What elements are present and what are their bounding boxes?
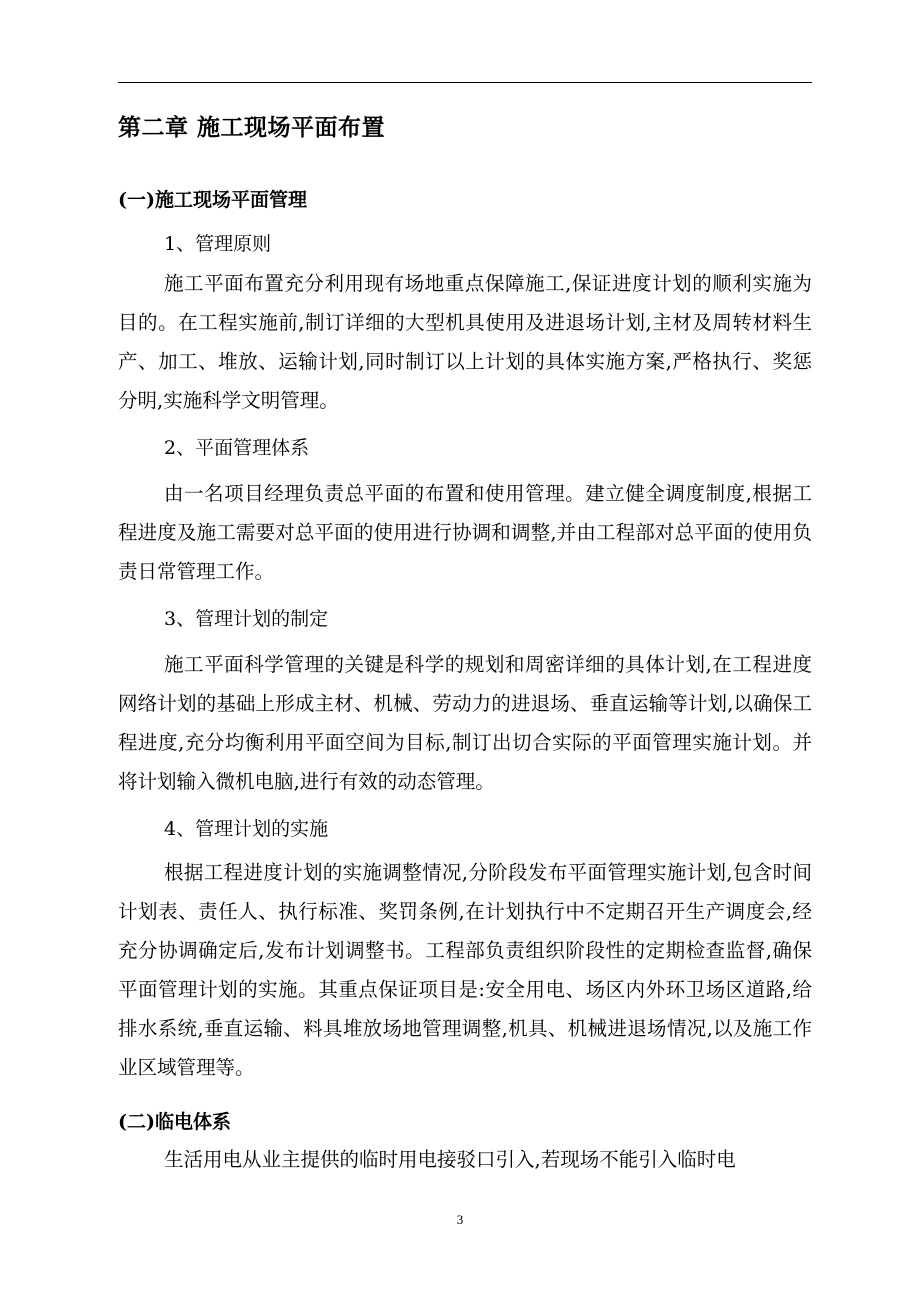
- paragraph-plan-formulation: 施工平面科学管理的关键是科学的规划和周密详细的具体计划,在工程进度网络计划的基础上形成主材、机械、劳动力的进退场、垂直运输等计划,以确保工程进度,充分均衡利用平面空间为目标,制订出切合实际的平面管理实施计划。并将计划输入微机电脑,进行有效的动态管理。: [118, 653, 812, 793]
- chapter-title: 第二章 施工现场平面布置: [118, 114, 386, 141]
- subsection-heading-1: 1、管理原则: [164, 233, 272, 255]
- subsection-heading-3: 3、管理计划的制定: [164, 608, 329, 630]
- paragraph-plan-implementation: 根据工程进度计划的实施调整情况,分阶段发布平面管理实施计划,包含时间计划表、责任人、执行标准、奖罚条例,在计划执行中不定期召开生产调度会,经充分协调确定后,发布计划调整书。工程部负责组织阶段性的定期检查监督,确保平面管理计划的实施。其重点保证项目是:安全用电、场区内外环卫场区道路,给排水系统,垂直运输、料具堆放场地管理调整,机具、机械进退场情况,以及施工作业区域管理等。: [118, 861, 812, 1079]
- paragraph-management-system: 由一名项目经理负责总平面的布置和使用管理。建立健全调度制度,根据工程进度及施工需要对总平面的使用进行协调和调整,并由工程部对总平面的使用负责日常管理工作。: [118, 482, 812, 583]
- header-rule: [118, 82, 812, 83]
- subsection-heading-2: 2、平面管理体系: [164, 437, 310, 459]
- section-heading-1: (一)施工现场平面管理: [118, 189, 307, 211]
- paragraph-management-principle: 施工平面布置充分利用现有场地重点保障施工,保证进度计划的顺利实施为目的。在工程实施前,制订详细的大型机具使用及进退场计划,主材及周转材料生产、加工、堆放、运输计划,同时制订以上计划的具体实施方案,严格执行、奖惩分明,实施科学文明管理。: [118, 272, 812, 412]
- paragraph-temporary-power: 生活用电从业主提供的临时用电接驳口引入,若现场不能引入临时电: [164, 1148, 736, 1171]
- section-heading-2: (二)临电体系: [118, 1111, 231, 1133]
- page-number: 3: [456, 1212, 464, 1227]
- subsection-heading-4: 4、管理计划的实施: [164, 818, 329, 840]
